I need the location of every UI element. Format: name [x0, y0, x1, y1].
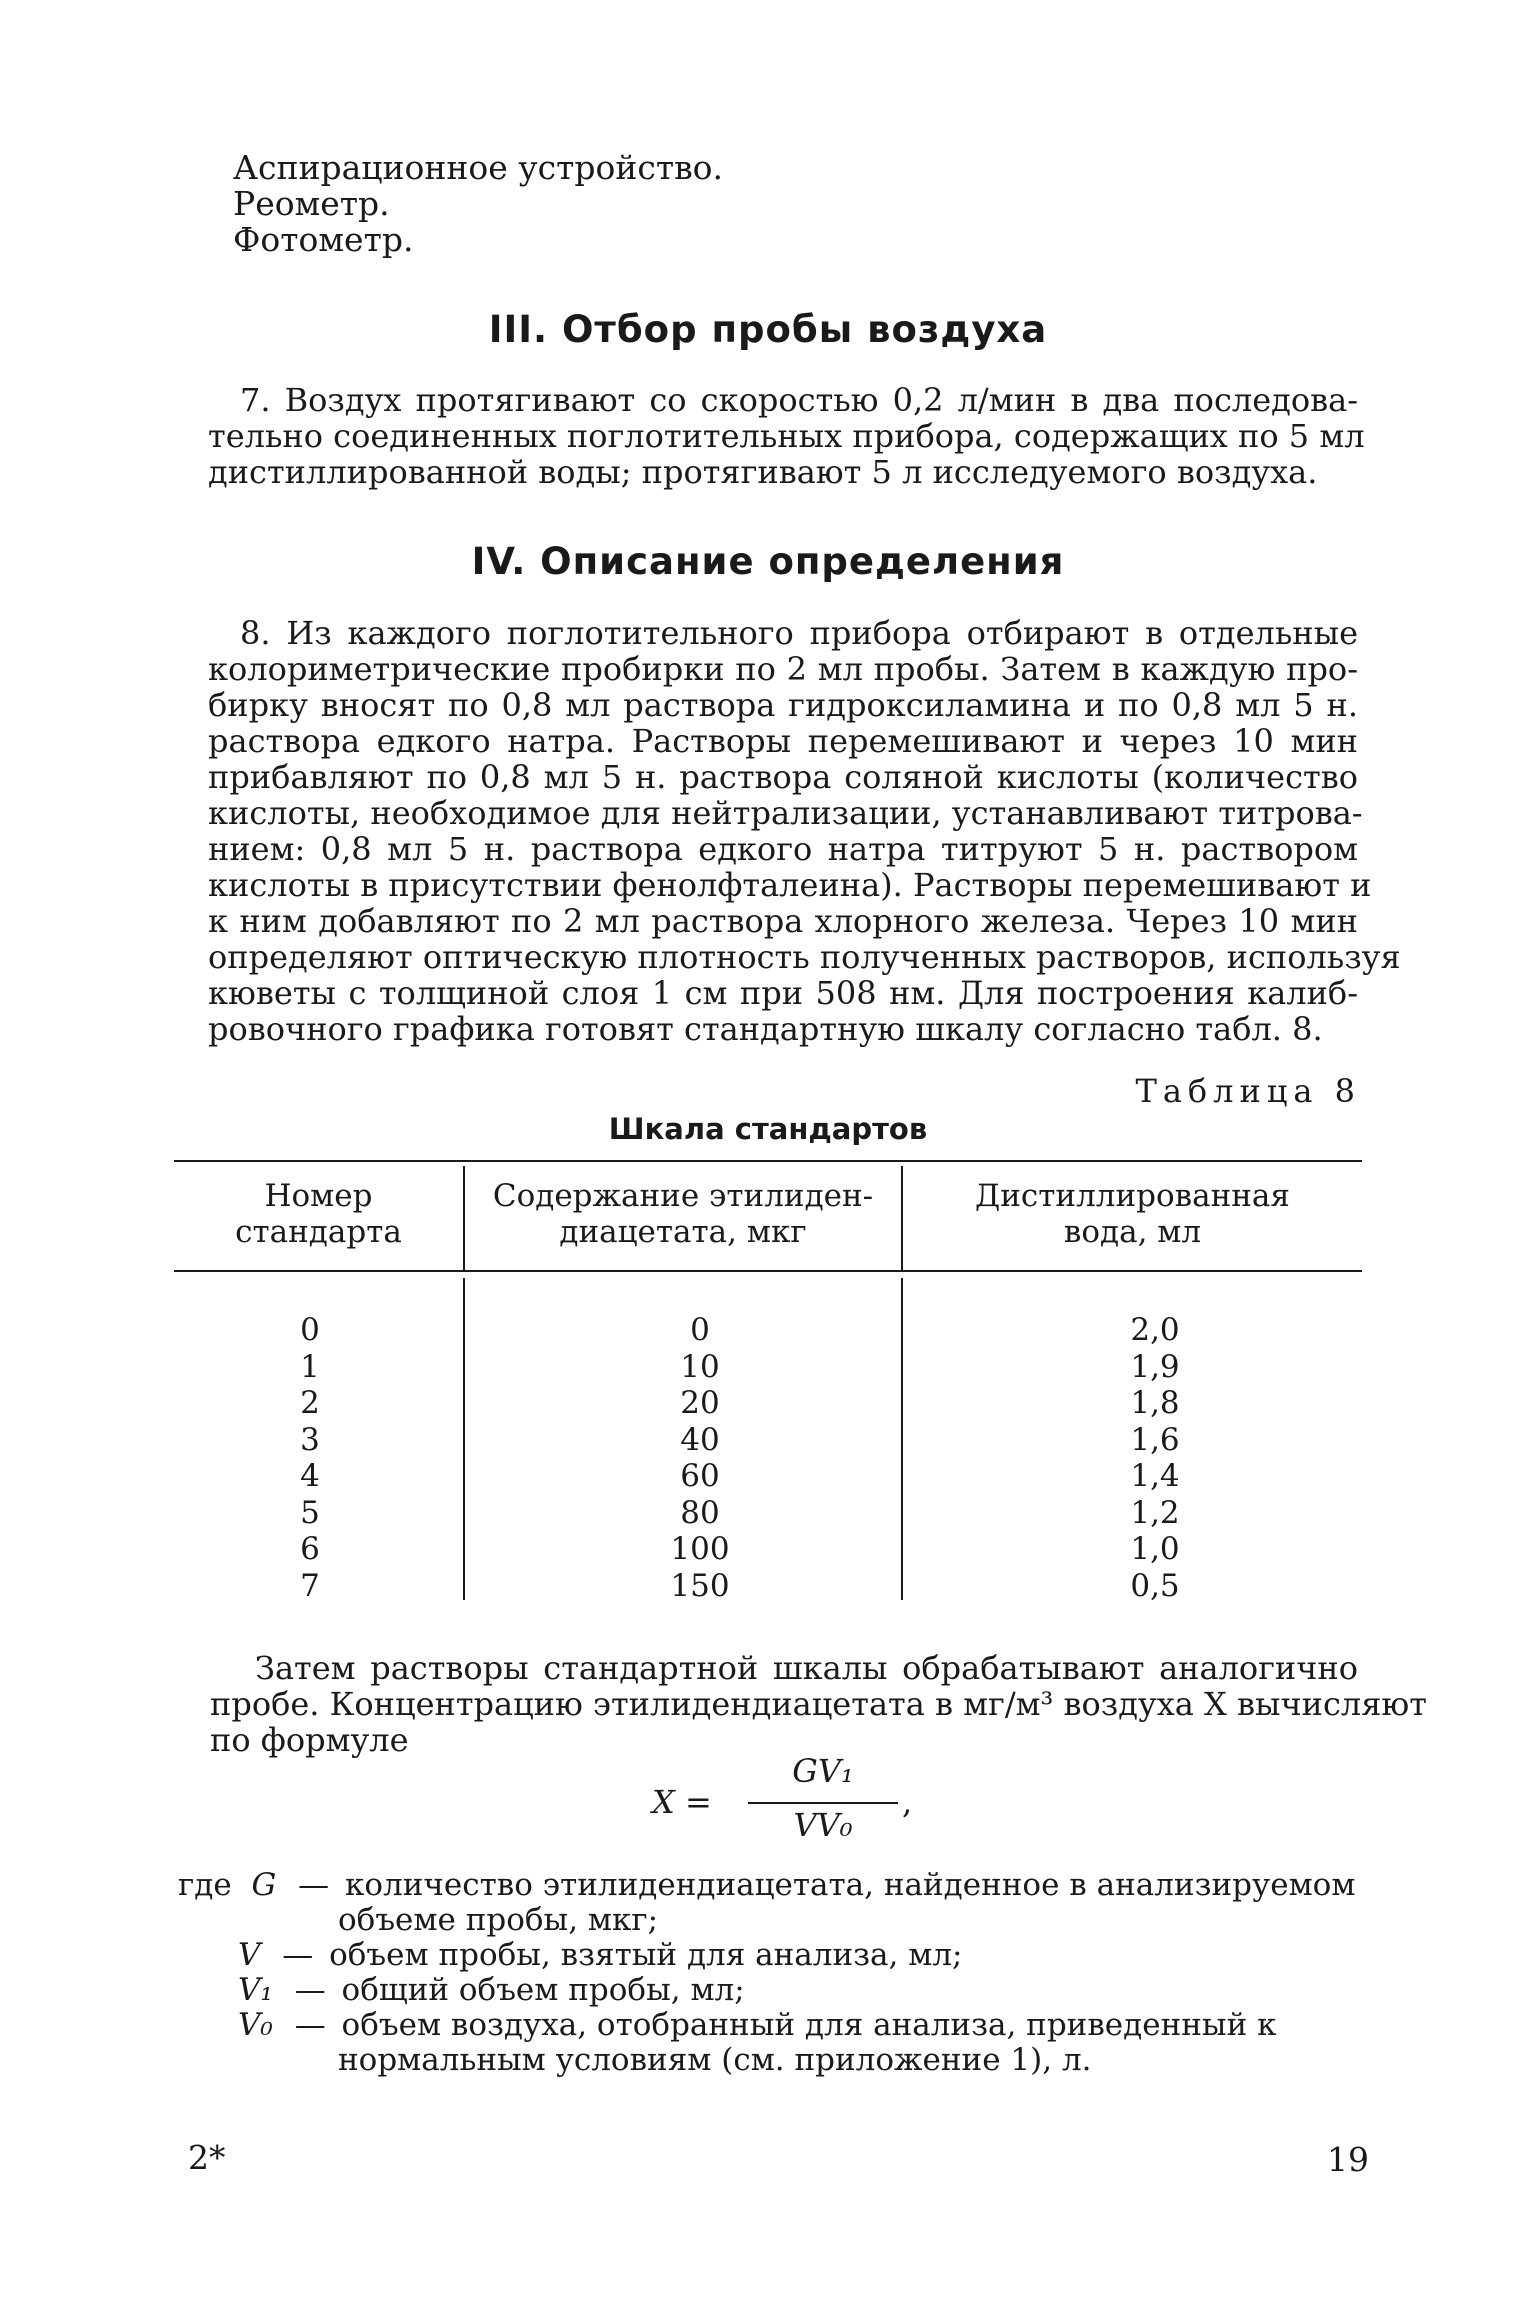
formula-numerator: GV₁	[792, 1752, 854, 1790]
table-cell: 1,0	[1130, 1531, 1180, 1567]
text-line: Затем растворы стандартной шкалы обрабатывают аналогично	[255, 1649, 1358, 1687]
header-line: вода, мл	[1063, 1214, 1202, 1250]
text-line: кислоты в присутствии фенолфталеина). Растворы перемешивают и	[208, 866, 1372, 904]
table-cell: 1,2	[1130, 1494, 1180, 1531]
header-line: Дистиллированная	[975, 1178, 1290, 1214]
legend-text: общий объем пробы, мл;	[341, 1972, 745, 2008]
table-cell: 60	[680, 1458, 720, 1494]
paragraph	[210, 1649, 1427, 1759]
legend-row	[338, 1903, 658, 1938]
legend-symbol: V₁	[238, 1972, 273, 2008]
legend-row	[238, 2008, 1276, 2043]
paragraph	[208, 614, 1401, 1048]
legend-row	[238, 1973, 745, 2008]
table-cell: 20	[680, 1385, 720, 1421]
table-cell: 6	[300, 1531, 320, 1567]
legend-row	[238, 1938, 962, 1973]
table-cell: 1,4	[1130, 1458, 1180, 1494]
legend-text: объем пробы, взятый для анализа, мл;	[329, 1937, 963, 1973]
table-top-rule	[174, 1160, 1362, 1162]
table-cell: 0	[690, 1312, 710, 1348]
column-content	[640, 1312, 760, 1604]
table-cell: 5	[300, 1494, 320, 1531]
legend-symbol: G	[251, 1867, 277, 1903]
legend-dash: —	[294, 2007, 326, 2043]
legend-row	[338, 2043, 1092, 2078]
legend-row	[178, 1868, 1355, 1903]
table-cell: 1,9	[1130, 1348, 1180, 1385]
header-line: Содержание этилиден-	[492, 1178, 874, 1214]
text-line: по формуле	[210, 1721, 409, 1759]
text-line: 8. Из каждого поглотительного прибора отбирают в отдельные	[240, 614, 1358, 652]
column-number	[250, 1312, 370, 1604]
column-header-water	[903, 1178, 1362, 1250]
column-header-content	[465, 1178, 901, 1250]
legend-dash: —	[294, 1972, 326, 2008]
text-line: кюветы с толщиной слоя 1 см при 508 нм. Для построения калиб-	[208, 974, 1358, 1012]
text-line: нием: 0,8 мл 5 н. раствора едкого натра титруют 5 н. раствором	[208, 830, 1358, 868]
header-line: Номер	[264, 1178, 373, 1214]
table-column-divider	[901, 1278, 903, 1600]
legend-text: объеме пробы, мкг;	[338, 1902, 659, 1938]
table-cell: 100	[670, 1531, 730, 1567]
equipment-item: Реометр.	[233, 184, 390, 223]
text-line: 7. Воздух протягивают со скоростью 0,2 л/мин в два последова-	[240, 381, 1358, 419]
table-header-rule	[174, 1270, 1362, 1272]
equipment-item: Аспирационное устройство.	[233, 148, 724, 187]
table-cell: 4	[300, 1458, 320, 1494]
table-cell: 7	[300, 1567, 320, 1604]
table-cell: 1,8	[1130, 1385, 1180, 1421]
legend-symbol: V	[238, 1937, 261, 1973]
text-line: дистиллированной воды; протягивают 5 л исследуемого воздуха.	[208, 453, 1318, 491]
header-line: диацетата, мкг	[559, 1214, 807, 1250]
formula-denominator: VV₀	[793, 1806, 853, 1844]
table-cell: 10	[680, 1348, 720, 1385]
paragraph	[208, 381, 1365, 491]
legend-text: количество этилидендиацетата, найденное в анализируемом	[345, 1867, 1356, 1903]
legend-text: нормальным условиям (см. приложение 1), л.	[338, 2042, 1092, 2078]
legend-prefix: где	[178, 1867, 232, 1903]
table-cell: 150	[670, 1567, 730, 1604]
text-line: пробе. Концентрацию этилидендиацетата в мг/м³ воздуха X вычисляют	[210, 1685, 1427, 1723]
table-cell: 1,6	[1130, 1421, 1180, 1458]
section-heading: IV. Описание определения	[471, 540, 1065, 583]
legend-dash: —	[282, 1937, 314, 1973]
table-cell: 0,5	[1130, 1567, 1180, 1604]
legend-dash: —	[298, 1867, 330, 1903]
table-cell: 40	[680, 1421, 720, 1458]
table-cell: 0	[300, 1312, 320, 1348]
formula-lhs: X =	[652, 1783, 712, 1821]
section-heading: III. Отбор пробы воздуха	[488, 308, 1048, 351]
text-line: кислоты, необходимое для нейтрализации, устанавливают титрова-	[208, 794, 1363, 832]
text-line: к ним добавляют по 2 мл раствора хлорного железа. Через 10 мин	[208, 902, 1358, 940]
text-line: раствора едкого натра. Растворы перемешивают и через 10 мин	[208, 722, 1358, 760]
header-line: стандарта	[235, 1214, 402, 1250]
column-water	[1095, 1312, 1215, 1604]
table-cell: 2,0	[1130, 1312, 1180, 1348]
table-title: Шкала стандартов	[608, 1112, 928, 1146]
legend-symbol: V₀	[238, 2007, 273, 2043]
equipment-item: Фотометр.	[233, 220, 414, 259]
table-cell: 80	[680, 1494, 720, 1531]
signature-mark: 2*	[188, 2138, 226, 2177]
table-cell: 3	[300, 1421, 320, 1458]
table-column-divider	[463, 1278, 465, 1600]
legend-text: объем воздуха, отобранный для анализа, приведенный к	[341, 2007, 1277, 2043]
formula-trail: ,	[902, 1783, 913, 1821]
column-header-number	[174, 1178, 463, 1250]
text-line: бирку вносят по 0,8 мл раствора гидроксиламина и по 0,8 мл 5 н.	[208, 686, 1358, 724]
fraction-bar	[748, 1802, 898, 1804]
text-line: ровочного графика готовят стандартную шкалу согласно табл. 8.	[208, 1010, 1323, 1048]
text-line: колориметрические пробирки по 2 мл пробы. Затем в каждую про-	[208, 650, 1358, 688]
table-cell: 1	[300, 1348, 320, 1385]
text-line: прибавляют по 0,8 мл 5 н. раствора соляной кислоты (количество	[208, 758, 1358, 796]
table-label: Таблица 8	[1135, 1072, 1361, 1110]
page-number: 19	[1327, 2140, 1369, 2179]
table-cell: 2	[300, 1385, 320, 1421]
text-line: определяют оптическую плотность полученных растворов, используя	[208, 938, 1401, 976]
text-line: тельно соединенных поглотительных прибора, содержащих по 5 мл	[208, 417, 1365, 455]
